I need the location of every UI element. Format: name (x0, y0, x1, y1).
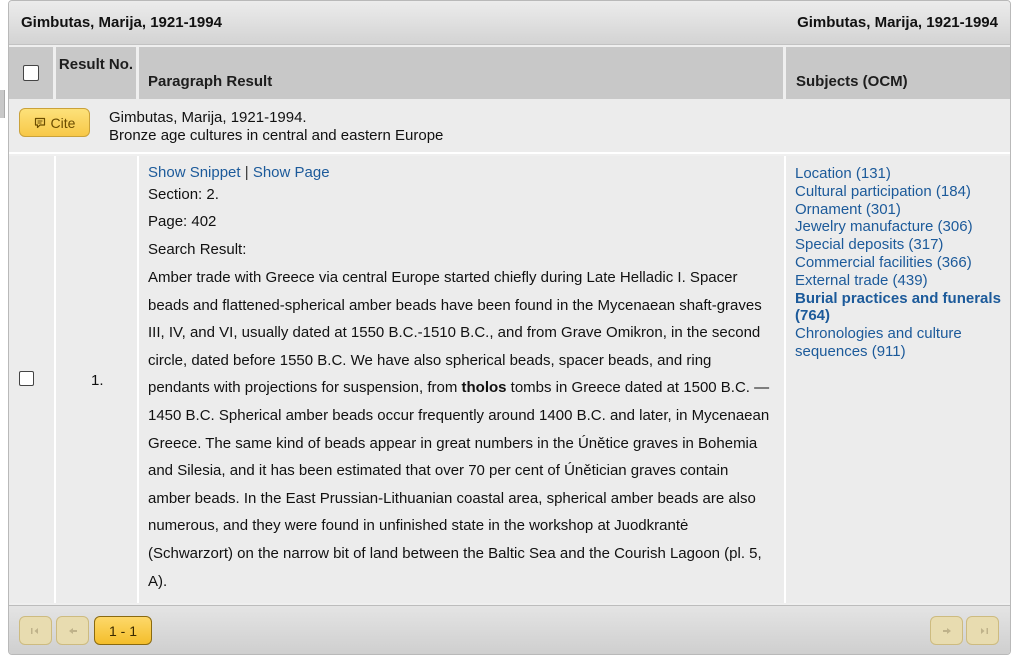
result-number-cell (56, 156, 139, 603)
subject-link-burial-practices[interactable]: Burial practices and funerals (764) (795, 289, 1001, 325)
subject-link-ornament[interactable]: Ornament (301) (795, 200, 901, 218)
next-page-icon (941, 626, 953, 636)
subject-link-jewelry-manufacture[interactable]: Jewelry manufacture (306) (795, 218, 973, 236)
prev-page-icon (67, 626, 79, 636)
last-page-icon (977, 626, 989, 636)
subject-link-chronologies[interactable]: Chronologies and culture sequences (911) (795, 325, 962, 360)
cite-label: Cite (50, 114, 76, 131)
result-checkbox[interactable] (19, 371, 34, 386)
next-page-button[interactable] (930, 616, 963, 645)
paragraph-cell (139, 156, 786, 603)
comment-icon (34, 117, 46, 129)
first-page-icon (30, 626, 42, 636)
result-number: 1. (91, 372, 104, 389)
link-separator: | (244, 164, 249, 181)
document-title-left: Gimbutas, Marija, 1921-1994 (21, 14, 222, 31)
result-text-after: tombs in Greece dated at 1500 B.C. — 1450 B.C. Spherical amber beads occur frequently around 1400 B.C. and later, in Mycenaean Greece. The same kind of beads appear in great numbers in the Únětice graves in Bohemia and Silesia, and it has been estimated that over 70 per cent of Únětician graves contain amber beads. In the East Prussian-Lithuanian coastal area, spherical amber beads are also numerous, and they were found in unfinished state in the workshop at Juodkrantė (Schwarzort) on the narrow bit of land between the Baltic Sea and the Courish Lagoon (pl. 5, A). (148, 379, 770, 590)
result-links (148, 164, 775, 182)
subject-link-cultural-participation[interactable]: Cultural participation (184) (795, 182, 971, 200)
citation-text (109, 109, 443, 145)
subject-link-special-deposits[interactable]: Special deposits (317) (795, 236, 944, 254)
last-page-button[interactable] (966, 616, 999, 645)
result-select-cell (9, 156, 56, 603)
search-result-text (148, 264, 775, 595)
select-all-cell (9, 47, 56, 99)
citation-title: Bronze age cultures in central and eastern Europe (109, 127, 444, 144)
first-page-button[interactable] (19, 616, 52, 645)
column-subjects: Subjects (OCM) (786, 47, 1010, 99)
column-headers (9, 47, 1010, 99)
document-title-right: Gimbutas, Marija, 1921-1994 (797, 14, 998, 31)
column-result-no: Result No. (56, 47, 139, 99)
section-label: Section: 2. (148, 186, 219, 203)
select-all-checkbox[interactable] (23, 65, 39, 81)
current-page-indicator[interactable]: 1 - 1 (94, 616, 152, 645)
result-row (9, 156, 1010, 603)
citation-author: Gimbutas, Marija, 1921-1994. (109, 109, 307, 126)
document-header (9, 1, 1010, 45)
page-label: Page: 402 (148, 213, 217, 230)
search-result-label: Search Result: (148, 241, 247, 258)
show-page-link[interactable]: Show Page (252, 164, 330, 181)
cite-button[interactable] (19, 108, 90, 137)
subjects-cell (786, 156, 1010, 603)
subject-link-external-trade[interactable]: External trade (439) (795, 271, 928, 289)
subject-link-location[interactable]: Location (131) (795, 165, 891, 182)
results-panel (8, 0, 1011, 655)
citation-row (9, 99, 1010, 154)
window-edge (0, 90, 5, 118)
result-text-highlight: tholos (461, 379, 507, 397)
result-text-before: Amber trade with Greece via central Europe started chiefly during Late Helladic I. Spacer beads and flattened-spherical amber beads have been found in the Mycenaean shaft-graves III, IV, and VI, usually dated at 1550 B.C.-1510 B.C., and from Grave Omikron, in the second circle, dated before 1550 B.C. We have also spherical beads, spacer beads, and ring pendants with projections for suspension, from (148, 269, 762, 397)
show-snippet-link[interactable]: Show Snippet (148, 164, 241, 181)
prev-page-button[interactable] (56, 616, 89, 645)
subject-link-commercial-facilities[interactable]: Commercial facilities (366) (795, 253, 972, 271)
pagination-bar (9, 605, 1010, 654)
column-paragraph: Paragraph Result (139, 47, 786, 99)
